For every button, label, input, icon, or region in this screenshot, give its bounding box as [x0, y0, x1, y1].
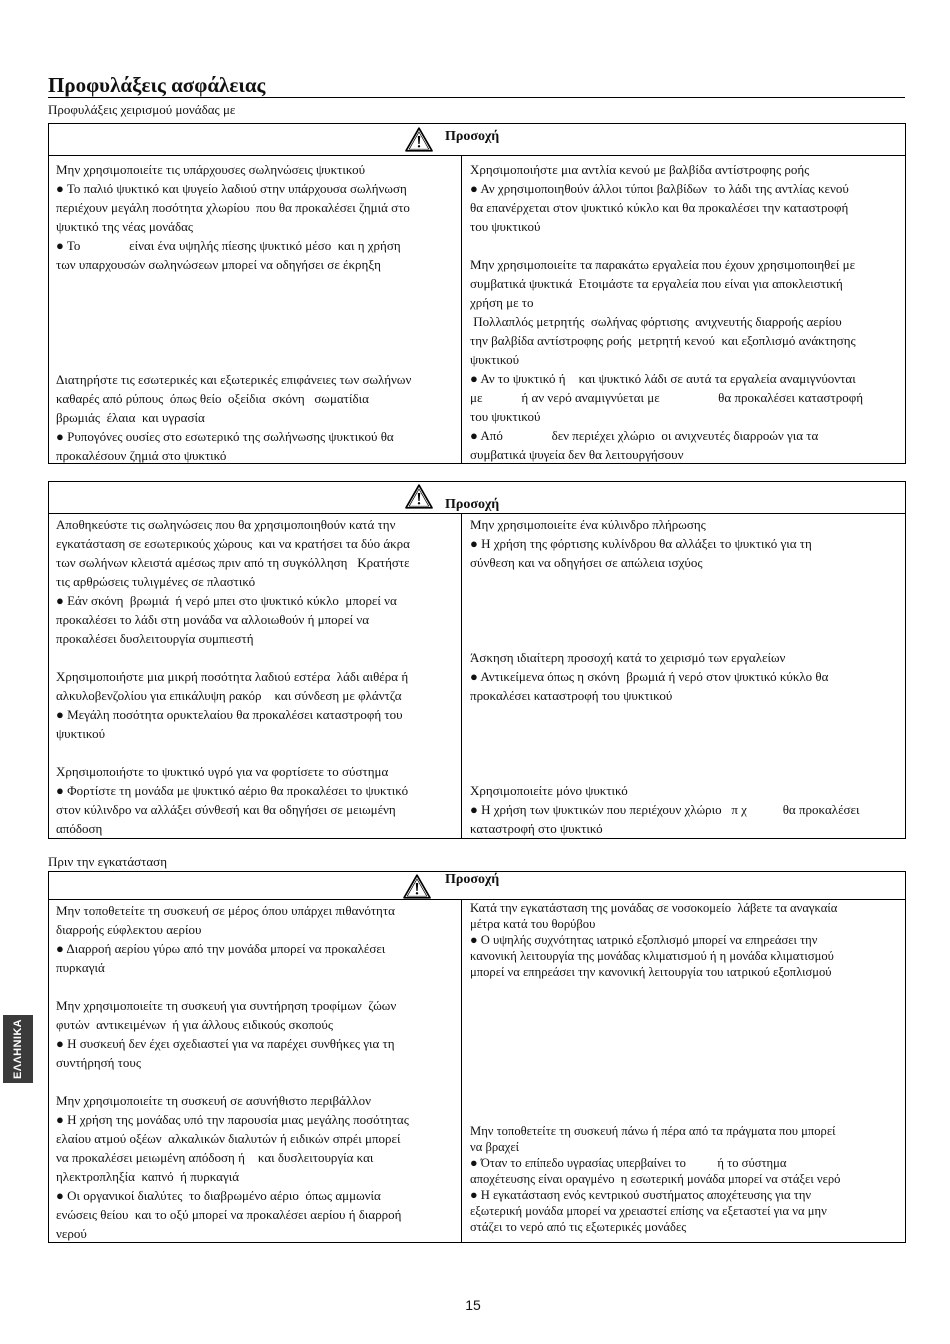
text-line: ● Μεγάλη ποσότητα ορυκτελαίου θα προκαλέσει καταστροφή του	[56, 707, 403, 722]
box-1-right-paragraph-1	[470, 160, 900, 236]
text-line: βρωμιάς έλαια και υγρασία	[56, 410, 205, 425]
text-line: Μην χρησιμοποιείτε τη συσκευή για συντήρηση τροφίμων ζώων	[56, 998, 397, 1013]
text-line: ● Όταν το επίπεδο υγρασίας υπερβαίνει το ή το σύστημα	[470, 1156, 787, 1170]
text-line: Μην χρησιμοποιείτε τις υπάρχουσες σωληνώσεις ψυκτικού	[56, 162, 366, 177]
caution-box-1-header-divider	[48, 155, 906, 156]
language-side-tab-label: ΕΛΛΗΝΙΚΑ	[12, 1018, 24, 1080]
box-2-left-paragraph-1	[56, 515, 458, 648]
caution-box-2-header-divider	[48, 513, 906, 514]
warning-triangle-icon	[403, 874, 431, 899]
section-heading-before-installation: Πριν την εγκατάσταση	[48, 854, 167, 869]
text-line: των υπαρχουσών σωληνώσεων μπορεί να οδηγήσει σε έκρηξη	[56, 257, 381, 272]
text-line: του ψυκτικού	[470, 219, 541, 234]
text-line: αλκυλοβενζολίου για επικάλυψη ρακόρ και σύνδεση με φλάντζα	[56, 688, 402, 703]
text-line: ● Ο υψηλής συχνότητας ιατρικό εξοπλισμό μπορεί να επηρεάσει την	[470, 933, 818, 947]
page-title: Προφυλάξεις ασφάλειας	[48, 73, 266, 97]
text-line: να προκαλέσει μειωμένη απόδοση ή και δυσλειτουργία και	[56, 1150, 374, 1165]
box-3-left-paragraph-3	[56, 1091, 458, 1243]
text-line: προκαλέσουν ζημιά στο ψυκτικό	[56, 448, 227, 463]
text-line: συμβατικά ψυγεία δεν θα λειτουργήσουν	[470, 447, 684, 462]
box-3-left-paragraph-1	[56, 901, 458, 977]
text-line: ψυκτικού	[56, 726, 106, 741]
text-line: με ή αν νερό αναμιγνύεται με θα προκαλέσει καταστροφή	[470, 390, 864, 405]
text-line: αποχέτευσης είναι οραγμένο η εσωτερική μονάδα μπορεί να στάξει νερό	[470, 1172, 841, 1186]
text-line: καταστροφή στο ψυκτικό	[470, 821, 603, 836]
text-line: του ψυκτικού	[470, 409, 541, 424]
text-line: ψυκτικού	[470, 352, 520, 367]
text-line: χρήση με το	[470, 295, 534, 310]
text-line: Χρησιμοποιήστε το ψυκτικό υγρό για να φορτίσετε το σύστημα	[56, 764, 389, 779]
text-line: Μην τοποθετείτε τη συσκευή σε μέρος όπου υπάρχει πιθανότητα	[56, 903, 395, 918]
text-line: Κατά την εγκατάσταση της μονάδας σε νοσοκομείο λάβετε τα αναγκαία	[470, 901, 838, 915]
caution-box-1-column-divider	[461, 155, 462, 463]
text-line: Μην χρησιμοποιείτε τη συσκευή σε ασυνήθιστο περιβάλλον	[56, 1093, 371, 1108]
text-line: ● Αν χρησιμοποιηθούν άλλοι τύποι βαλβίδων το λάδι της αντλίας κενού	[470, 181, 849, 196]
caution-box-1-header: Προσοχή	[445, 129, 500, 144]
box-2-left-paragraph-3	[56, 762, 458, 838]
text-line: συμβατικά ψυκτικά Ετοιμάστε τα εργαλεία που είναι για αποκλειστική	[470, 276, 843, 291]
box-3-right-paragraph-2	[470, 1123, 900, 1235]
warning-triangle-icon	[405, 484, 433, 509]
caution-box-3-header: Προσοχή	[445, 872, 500, 887]
text-line: ● Η χρήση της μονάδας υπό την παρουσία μιας μεγάλης ποσότητας	[56, 1112, 409, 1127]
text-line: Μην τοποθετείτε τη συσκευή πάνω ή πέρα από τα πράγματα που μπορεί	[470, 1124, 836, 1138]
text-line: ● Η χρήση της φόρτισης κυλίνδρου θα αλλάξει το ψυκτικό για τη	[470, 536, 812, 551]
text-line: τις αρθρώσεις τυλιγμένες σε πλαστικό	[56, 574, 256, 589]
text-line: ● Από δεν περιέχει χλώριο οι ανιχνευτές διαρροών για τα	[470, 428, 819, 443]
text-line: προκαλέσει το λάδι στη μονάδα να αλλοιωθούν ή μπορεί να	[56, 612, 370, 627]
text-line: συντήρησή τους	[56, 1055, 141, 1070]
section-subtitle: Προφυλάξεις χειρισμού μονάδας με	[48, 102, 236, 117]
text-line: στον κύλινδρο να αλλάξει σύνθεσή και θα οδηγήσει σε μειωμένη	[56, 802, 396, 817]
text-line: να βραχεί	[470, 1140, 519, 1154]
box-2-right-paragraph-3	[470, 781, 900, 838]
text-line: την βαλβίδα αντίστροφης ροής μετρητή κενού και εξοπλισμό ανάκτησης	[470, 333, 856, 348]
text-line: απόδοση	[56, 821, 103, 836]
box-3-left-paragraph-2	[56, 996, 458, 1072]
box-2-right-paragraph-2	[470, 648, 900, 705]
text-line: ● Οι οργανικοί διαλύτες το διαβρωμένο αέριο όπως αμμωνία	[56, 1188, 381, 1203]
warning-triangle-icon	[405, 127, 433, 152]
box-2-left-paragraph-2	[56, 667, 458, 743]
box-2-right-paragraph-1	[470, 515, 900, 572]
text-line: Διατηρήστε τις εσωτερικές και εξωτερικές επιφάνειες των σωλήνων	[56, 372, 412, 387]
text-line: στάζει το νερό από τις εξωτερικές μονάδες	[470, 1220, 687, 1234]
text-line: Χρησιμοποιείτε μόνο ψυκτικό	[470, 783, 628, 798]
text-line: περιέχουν μεγάλη ποσότητα χλωρίου που θα προκαλέσει ζημιά στο	[56, 200, 410, 215]
text-line: προκαλέσει δυσλειτουργία συμπιεστή	[56, 631, 254, 646]
text-line: ενώσεις θείου και το οξύ μπορεί να προκαλέσει αερίου ή διαρροή	[56, 1207, 402, 1222]
text-line: των σωλήνων κλειστά αμέσως πριν από τη συγκόλληση Κρατήστε	[56, 555, 410, 570]
text-line: εγκατάσταση σε εσωτερικούς χώρους και να κρατήσει τα δύο άκρα	[56, 536, 410, 551]
box-3-right-paragraph-1	[470, 900, 900, 980]
caution-box-2-column-divider	[461, 513, 462, 838]
text-line: ● Το παλιό ψυκτικό και ψυγείο λαδιού στην υπάρχουσα σωλήνωση	[56, 181, 407, 196]
text-line: ● Η εγκατάσταση ενός κεντρικού συστήματος αποχέτευσης για την	[470, 1188, 812, 1202]
text-line: Χρησιμοποιήστε μια μικρή ποσότητα λαδιού εστέρα λάδι αιθέρα ή	[56, 669, 409, 684]
text-line: ● Φορτίστε τη μονάδα με ψυκτικό αέριο θα προκαλέσει το ψυκτικό	[56, 783, 409, 798]
caution-box-2-header: Προσοχή	[445, 497, 500, 512]
caution-box-3-column-divider	[461, 899, 462, 1242]
text-line: Αποθηκεύστε τις σωληνώσεις που θα χρησιμοποιηθούν κατά την	[56, 517, 396, 532]
text-line: ● Η χρήση των ψυκτικών που περιέχουν χλώριο π χ θα προκαλέσει	[470, 802, 860, 817]
text-line: ● Η συσκευή δεν έχει σχεδιαστεί για να παρέχει συνθήκες για τη	[56, 1036, 395, 1051]
text-line: ● Ρυπογόνες ουσίες στο εσωτερικό της σωλήνωσης ψυκτικού θα	[56, 429, 394, 444]
text-line: Χρησιμοποιήστε μια αντλία κενού με βαλβίδα αντίστροφης ροής	[470, 162, 810, 177]
box-1-left-paragraph-1	[56, 160, 458, 274]
text-line: Πολλαπλός μετρητής σωλήνας φόρτισης ανιχνευτής διαρροής αερίου	[470, 314, 842, 329]
text-line: προκαλέσει καταστροφή του ψυκτικού	[470, 688, 673, 703]
text-line: Άσκηση ιδιαίτερη προσοχή κατά το χειρισμό των εργαλείων	[470, 650, 786, 665]
text-line: ● Αν το ψυκτικό ή και ψυκτικό λάδι σε αυτά τα εργαλεία αναμιγνύονται	[470, 371, 856, 386]
text-line: κανονική λειτουργία της μονάδας κλιματισμού ή η μονάδα κλιματισμού	[470, 949, 834, 963]
text-line: διαρροής εύφλεκτου αερίου	[56, 922, 202, 937]
text-line: Μην χρησιμοποιείτε ένα κύλινδρο πλήρωσης	[470, 517, 706, 532]
text-line: ● Εάν σκόνη βρωμιά ή νερό μπει στο ψυκτικό κύκλο μπορεί να	[56, 593, 397, 608]
text-line: νερού	[56, 1226, 87, 1241]
title-rule	[48, 97, 905, 98]
text-line: ψυκτικό της νέας μονάδας	[56, 219, 194, 234]
text-line: ● Διαρροή αερίου γύρω από την μονάδα μπορεί να προκαλέσει	[56, 941, 386, 956]
text-line: εξωτερική μονάδα μπορεί να χρειαστεί επίσης να εξεταστεί για να μην	[470, 1204, 827, 1218]
box-1-right-paragraph-2	[470, 255, 900, 464]
text-line: σύνθεση και να οδηγήσει σε απώλεια ισχύος	[470, 555, 703, 570]
language-side-tab	[3, 1015, 33, 1083]
text-line: μπορεί να επηρεάσει την κανονική λειτουργία του ιατρικού εξοπλισμού	[470, 965, 832, 979]
box-1-left-paragraph-2	[56, 370, 458, 465]
page-number: 15	[465, 1297, 481, 1313]
text-line: πυρκαγιά	[56, 960, 105, 975]
text-line: ● Το είναι ένα υψηλής πίεσης ψυκτικό μέσο και η χρήση	[56, 238, 401, 253]
text-line: φυτών αντικειμένων ή για άλλους ειδικούς σκοπούς	[56, 1017, 333, 1032]
text-line: Μην χρησιμοποιείτε τα παρακάτω εργαλεία που έχουν χρησιμοποιηθεί με	[470, 257, 856, 272]
text-line: ελαίου ατμού οξέων αλκαλικών διαλυτών ή ειδικών σπρέι μπορεί	[56, 1131, 401, 1146]
text-line: καθαρές από ρύπους όπως θείο οξείδια σκόνη σωματίδια	[56, 391, 369, 406]
text-line: μέτρα κατά του θορύβου	[470, 917, 596, 931]
text-line: ● Αντικείμενα όπως η σκόνη βρωμιά ή νερό στον ψυκτικό κύκλο θα	[470, 669, 829, 684]
text-line: ηλεκτροπληξία καπνό ή πυρκαγιά	[56, 1169, 240, 1184]
text-line: θα επανέρχεται στον ψυκτικό κύκλο και θα προκαλέσει την καταστροφή	[470, 200, 849, 215]
